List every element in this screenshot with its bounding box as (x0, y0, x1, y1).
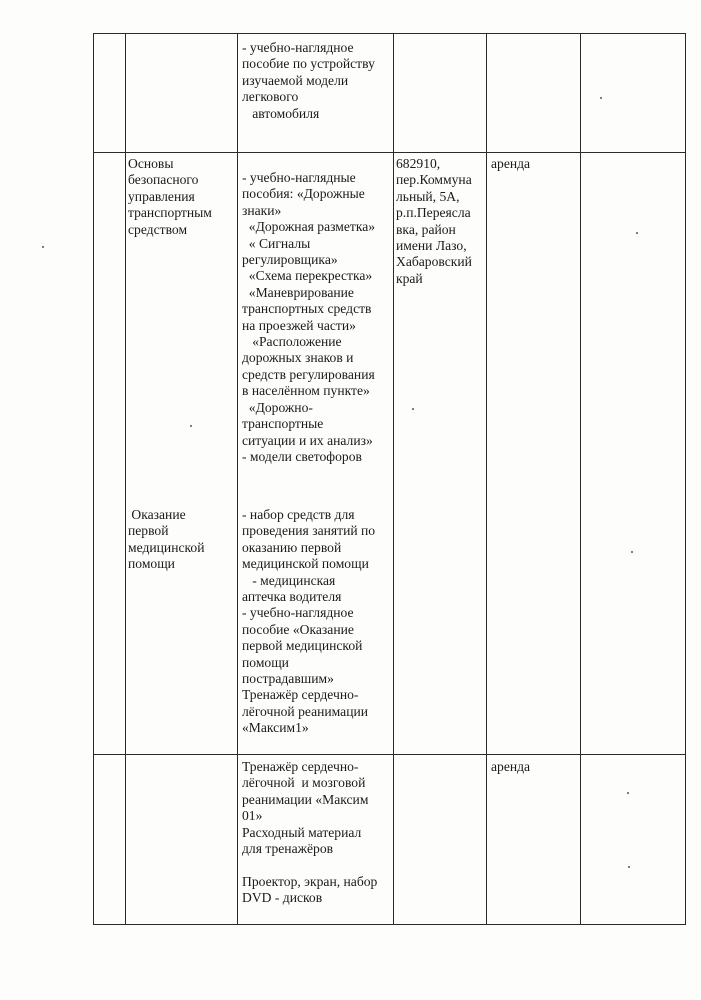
subject-cell-row-2: Основы безопасного управления транспортным средством (128, 156, 212, 237)
table-border-top (93, 33, 686, 34)
table-column-divider (237, 33, 238, 924)
scan-speck (631, 551, 633, 553)
equipment-cell-row-2: - учебно-наглядные пособия: «Дорожные знаки» «Дорожная разметка» « Сигналы регулировщика» «Схема перекрестка» «Маневрирование транспортных средств на проезжей части» «Расположение дорожных знаков и средств регулирования в населённом пункте» «Дорожно- транспортные ситуации и их анализ» - модели светофоров (242, 170, 376, 464)
table-column-divider (486, 33, 487, 924)
table-row-divider (93, 754, 686, 755)
status-cell-row-2: аренда (491, 156, 531, 171)
scan-speck (636, 232, 638, 234)
status-cell-row-3: аренда (491, 759, 531, 774)
subject-cell-first-aid: Оказание первой медицинской помощи (128, 507, 205, 572)
equipment-cell-row-1: - учебно-наглядное пособие по устройству изучаемой модели легкового автомобиля (242, 40, 375, 121)
scan-speck (600, 97, 602, 99)
table-border-bottom (93, 924, 686, 925)
table-column-divider (393, 33, 394, 924)
scan-speck (412, 408, 414, 410)
table-border-right (685, 33, 686, 924)
address-cell-row-2: 682910, пер.Коммуна льный, 5А, р.п.Переясла вка, район имени Лазо, Хабаровский край (396, 156, 472, 286)
table-row-divider (93, 152, 686, 153)
scan-speck (627, 792, 629, 794)
scan-speck (628, 866, 630, 868)
table-column-divider (125, 33, 126, 924)
scan-speck (190, 425, 192, 427)
scan-speck (42, 246, 44, 248)
table-column-divider (580, 33, 581, 924)
equipment-cell-first-aid: - набор средств для проведения занятий по оказанию первой медицинской помощи - медицинская аптечка водителя - учебно-наглядное пособие «Оказание первой медицинской помощи пострадавшим» Тренажёр сердечно- лёгочной реанимации «Максим1» (242, 507, 376, 736)
equipment-cell-row-3: Тренажёр сердечно- лёгочной и мозговой реанимации «Максим 01» Расходный материал для тренажёров Проектор, экран, набор DVD - дисков (242, 759, 378, 906)
table-border-left (93, 33, 94, 924)
